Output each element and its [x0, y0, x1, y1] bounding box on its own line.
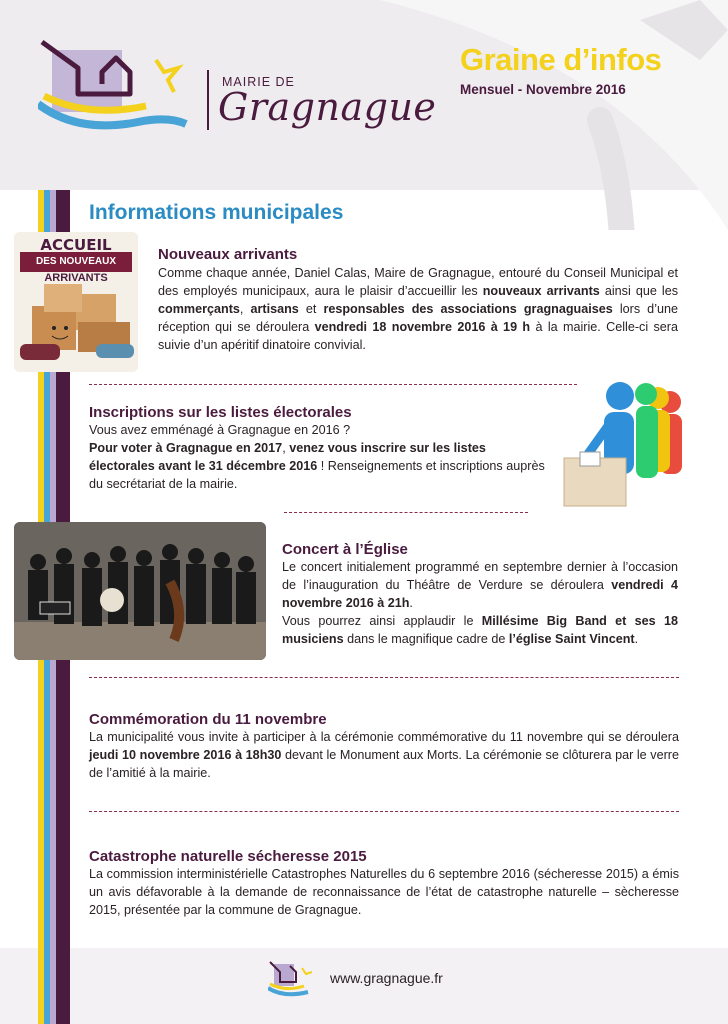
accueil-image [14, 232, 138, 372]
section-title: Informations municipales [89, 201, 344, 224]
separator-1 [89, 384, 577, 385]
text-commemoration: La municipalité vous invite à participer à la cérémonie commémorative du 11 novembre qui se déroulera jeudi 10 novembre 2016 à 18h30 devant le Monument aux Morts. La cérémonie se clôturera par le verre de l’amitié à la mairie. [89, 730, 679, 780]
heading-commemoration: Commémoration du 11 novembre [89, 711, 327, 728]
heading-nouveaux-arrivants: Nouveaux arrivants [158, 246, 298, 263]
text-nouveaux-arrivants: Comme chaque année, Daniel Calas, Maire de Gragnague, entouré du Conseil Municipal et des employés municipaux, aura le plaisir d’accueillir les nouveaux arrivants ainsi que les commerçants, artisans et responsables des associations gragnaguaises lors d’une réception qui se déroulera vendredi 18 novembre 2016 à 19 h à la mairie. Celle-ci sera suivie d’un apéritif dinatoire convivial. [158, 266, 678, 352]
footer-logo [268, 960, 314, 998]
separator-3 [89, 677, 679, 678]
text-inscriptions: Vous avez emménagé à Gragnague en 2016 ? Pour voter à Gragnague en 2017, venez vous inscrire sur les listes électorales avant le 31 décembre 2016 ! Renseignements et inscriptions auprès du secrétariat de la mairie. [89, 423, 545, 491]
issue-date: Mensuel - Novembre 2016 [460, 82, 626, 97]
logo-divider [207, 70, 209, 130]
big-band-illustration [14, 522, 266, 660]
footer-band [0, 948, 728, 1024]
mairie-de-label: MAIRIE DE [222, 75, 295, 89]
accueil-line-2: DES NOUVEAUX [35, 256, 116, 267]
accueil-line-3: ARRIVANTS [44, 272, 108, 284]
town-name: Gragnague [218, 85, 437, 129]
separator-2 [284, 512, 528, 513]
mairie-logo [38, 38, 198, 138]
separator-4 [89, 811, 679, 812]
text-concert: Le concert initialement programmé en septembre dernier à l’occasion de l’inauguration du Théâtre de Verdure se déroulera vendredi 4 novembre 2016 à 21h. Vous pourrez ainsi applaudir le Millésime Big Band et ses 18 musiciens dans le magnifique cadre de l’église Saint Vincent. [282, 560, 678, 646]
big-band-photo [14, 522, 266, 660]
newsletter-title: Graine d’infos [460, 42, 662, 77]
heading-inscriptions: Inscriptions sur les listes électorales [89, 404, 352, 421]
heading-concert: Concert à l’Église [282, 541, 408, 558]
accueil-line-1: ACCUEIL [40, 236, 112, 254]
text-catastrophe: La commission interministérielle Catastrophes Naturelles du 6 septembre 2016 (sécheresse 2015) a émis un avis défavorable à la demande de reconnaissance de l’état de catastrophe naturelle – sècheresse 2015, présentée par la commune de Gragnague. [89, 867, 679, 917]
vote-illustration [560, 374, 700, 514]
heading-catastrophe: Catastrophe naturelle sécheresse 2015 [89, 848, 367, 865]
website-link[interactable]: www.gragnague.fr [330, 970, 443, 986]
